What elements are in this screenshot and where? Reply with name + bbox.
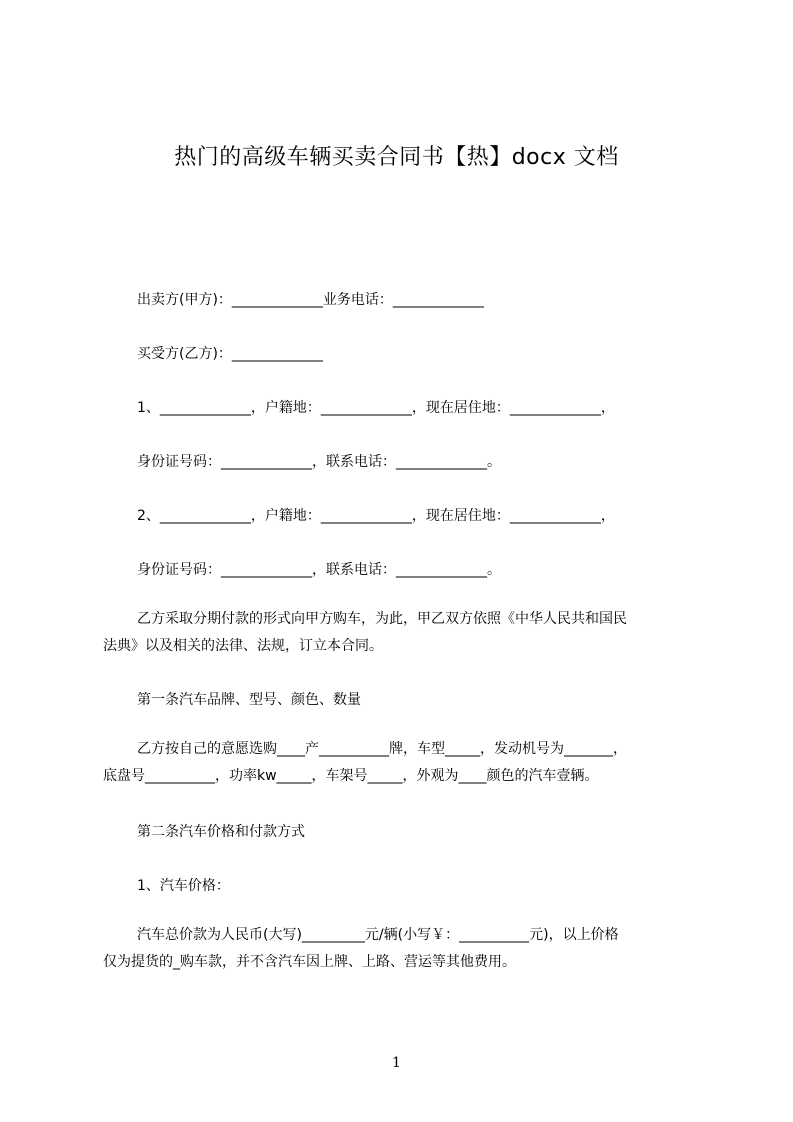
price-line-1: 汽车总价款为人民币(大写)_________元/辆(小写￥：__________元)，以上价格 xyxy=(137,927,619,943)
price-paragraph xyxy=(103,922,703,976)
intro-line-1: 乙方采取分期付款的形式向甲方购车，为此，甲乙双方依照《中华人民共和国民 xyxy=(137,611,627,627)
person2-line: 2、_____________，户籍地：_____________，现在居住地：_____________， xyxy=(137,508,615,524)
page-number: 1 xyxy=(392,1055,401,1071)
document-title: 热门的高级车辆买卖合同书【热】docx 文档 xyxy=(174,145,619,170)
intro-line-2: 法典》以及相关的法律、法规，订立本合同。 xyxy=(103,638,383,654)
article2-heading: 第二条汽车价格和付款方式 xyxy=(137,824,305,840)
article1-heading: 第一条汽车品牌、型号、颜色、数量 xyxy=(137,692,361,708)
price-line-2: 仅为提货的_购车款，并不含汽车因上牌、上路、营运等其他费用。 xyxy=(103,954,516,970)
person2-id-line: 身份证号码：_____________，联系电话：_____________。 xyxy=(137,562,501,578)
price-heading: 1、汽车价格： xyxy=(137,878,230,894)
buyer-line: 买受方(乙方)：_____________ xyxy=(137,346,323,362)
person1-line: 1、_____________，户籍地：_____________，现在居住地：_____________， xyxy=(137,400,615,416)
article1-paragraph xyxy=(103,736,703,790)
intro-paragraph xyxy=(103,606,703,660)
seller-line: 出卖方(甲方)：_____________业务电话：_____________ xyxy=(137,292,484,308)
article1-line-2: 底盘号__________，功率kw_____，车架号_____，外观为____颜色的汽车壹辆。 xyxy=(103,768,599,784)
person1-id-line: 身份证号码：_____________，联系电话：_____________。 xyxy=(137,454,501,470)
article1-line-1: 乙方按自己的意愿选购____产__________牌，车型_____，发动机号为_______， xyxy=(137,741,627,757)
